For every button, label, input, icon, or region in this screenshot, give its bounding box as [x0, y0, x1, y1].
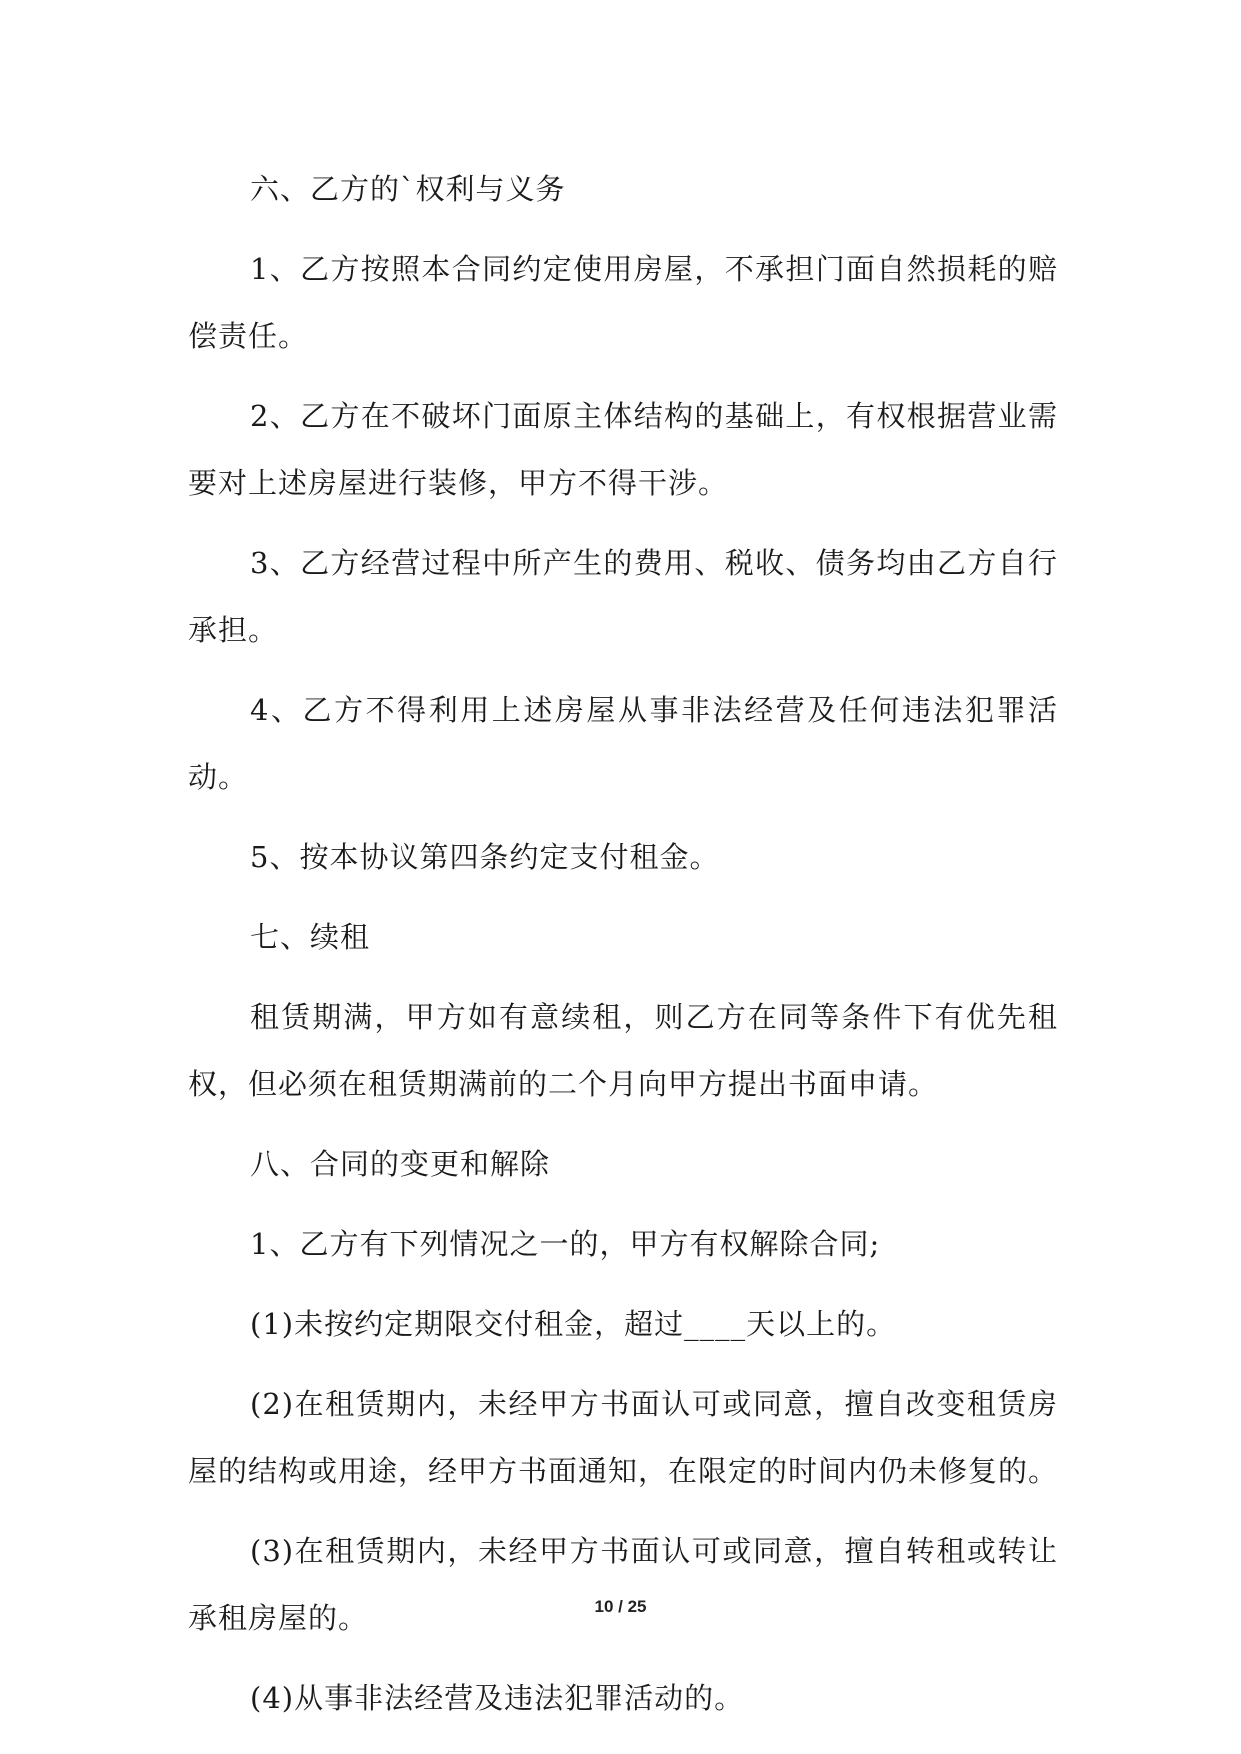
sub-clause-paragraph: (1)未按约定期限交付租金，超过____天以上的。 — [250, 1307, 897, 1341]
page-number: 10 / 25 — [594, 1597, 647, 1616]
clause-paragraph: 5、按本协议第四条约定支付租金。 — [250, 840, 720, 874]
section-heading-eight: 八、合同的变更和解除 — [250, 1147, 551, 1181]
sub-clause-paragraph: (2)在租赁期内，未经甲方书面认可或同意，擅自改变租赁房屋的结构或用途，经甲方书面通知，在限定的时间内仍未修复的。 — [188, 1387, 1059, 1488]
clause-paragraph: 3、乙方经营过程中所产生的费用、税收、债务均由乙方自行承担。 — [188, 546, 1058, 647]
document-body — [188, 156, 1058, 1745]
section-heading-six: 六、乙方的`权利与义务 — [250, 172, 566, 206]
clause-paragraph: 1、乙方有下列情况之一的，甲方有权解除合同; — [250, 1227, 881, 1261]
sub-clause-paragraph: (3)在租赁期内，未经甲方书面认可或同意，擅自转租或转让承租房屋的。 — [188, 1534, 1058, 1635]
clause-paragraph: 4、乙方不得利用上述房屋从事非法经营及任何违法犯罪活动。 — [188, 693, 1058, 794]
clause-paragraph: 1、乙方按照本合同约定使用房屋，不承担门面自然损耗的赔偿责任。 — [188, 252, 1058, 353]
clause-paragraph: 2、乙方在不破坏门面原主体结构的基础上，有权根据营业需要对上述房屋进行装修，甲方不得干涉。 — [188, 399, 1058, 500]
sub-clause-paragraph: (4)从事非法经营及违法犯罪活动的。 — [250, 1681, 745, 1715]
section-heading-seven: 七、续租 — [250, 920, 371, 954]
clause-paragraph: 租赁期满，甲方如有意续租，则乙方在同等条件下有优先租权，但必须在租赁期满前的二个月向甲方提出书面申请。 — [188, 1000, 1058, 1101]
